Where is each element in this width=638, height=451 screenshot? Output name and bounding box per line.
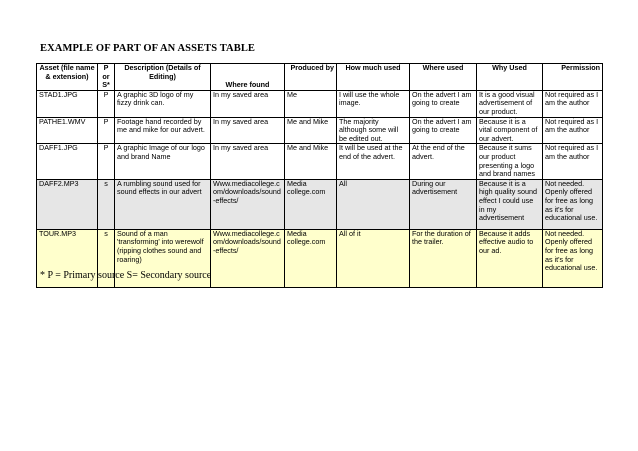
assets-table xyxy=(36,63,603,288)
cell-where-found: Www.mediacollege.com/downloads/sound-effects/ xyxy=(211,179,285,229)
header-description: Description (Details of Editing) xyxy=(115,64,211,91)
cell-description: A rumbling sound used for sound effects in our advert xyxy=(115,179,211,229)
cell-asset: STAD1.JPG xyxy=(37,90,98,117)
cell-where-found: In my saved area xyxy=(211,90,285,117)
table-row xyxy=(37,179,603,229)
cell-asset: DAFF2.MP3 xyxy=(37,179,98,229)
cell-description: A graphic 3D logo of my fizzy drink can. xyxy=(115,90,211,117)
cell-where-found: In my saved area xyxy=(211,117,285,144)
cell-permission: Not needed. Openly offered for free as long as it's for educational use. xyxy=(543,179,603,229)
cell-why-used: Because it adds effective audio to our ad. xyxy=(477,229,543,287)
cell-where-used: On the advert I am going to create xyxy=(410,117,477,144)
table-row xyxy=(37,90,603,117)
cell-how-much-used: The majority although some will be edited out. xyxy=(337,117,410,144)
cell-where-used: At the end of the advert. xyxy=(410,144,477,179)
cell-produced-by: Me and Mike xyxy=(285,117,337,144)
document-title: EXAMPLE OF PART OF AN ASSETS TABLE xyxy=(40,43,256,54)
cell-ps: P xyxy=(98,117,115,144)
table-header-row xyxy=(37,64,603,91)
cell-where-used: During our advertisement xyxy=(410,179,477,229)
cell-produced-by: Media college.com xyxy=(285,229,337,287)
cell-produced-by: Me and Mike xyxy=(285,144,337,179)
cell-where-found: Www.mediacollege.com/downloads/sound-effects/ xyxy=(211,229,285,287)
cell-asset: DAFF1.JPG xyxy=(37,144,98,179)
header-permission: Permission xyxy=(543,64,603,91)
cell-where-found: In my saved area xyxy=(211,144,285,179)
cell-asset: PATHE1.WMV xyxy=(37,117,98,144)
header-how-much-used: How much used xyxy=(337,64,410,91)
cell-produced-by: Media college.com xyxy=(285,179,337,229)
cell-why-used: Because it is a vital component of our advert. xyxy=(477,117,543,144)
cell-ps: P xyxy=(98,144,115,179)
cell-asset: TOUR.MP3 xyxy=(37,229,98,287)
cell-description: A graphic Image of our logo and brand Name xyxy=(115,144,211,179)
cell-permission: Not needed. Openly offered for free as long as it's for educational use. xyxy=(543,229,603,287)
cell-how-much-used: It will be used at the end of the advert. xyxy=(337,144,410,179)
header-ps: P or S* xyxy=(98,64,115,91)
cell-how-much-used: All xyxy=(337,179,410,229)
cell-why-used: Because it sums our product presenting a logo and brand names xyxy=(477,144,543,179)
header-produced-by: Produced by xyxy=(285,64,337,91)
cell-produced-by: Me xyxy=(285,90,337,117)
cell-ps: s xyxy=(98,229,115,287)
header-where-used: Where used xyxy=(410,64,477,91)
cell-description: Footage hand recorded by me and mike for our advert. xyxy=(115,117,211,144)
cell-ps: s xyxy=(98,179,115,229)
header-asset: Asset (file name & extension) xyxy=(37,64,98,91)
cell-ps: P xyxy=(98,90,115,117)
table-row xyxy=(37,144,603,179)
cell-how-much-used: I will use the whole image. xyxy=(337,90,410,117)
cell-how-much-used: All of it xyxy=(337,229,410,287)
cell-where-used: For the duration of the trailer. xyxy=(410,229,477,287)
header-where-found: Where found xyxy=(211,64,285,91)
cell-permission: Not required as I am the author xyxy=(543,144,603,179)
cell-why-used: It is a good visual advertisement of our product. xyxy=(477,90,543,117)
cell-where-used: On the advert I am going to create xyxy=(410,90,477,117)
header-why-used: Why Used xyxy=(477,64,543,91)
cell-permission: Not required as I am the author xyxy=(543,90,603,117)
table-row xyxy=(37,117,603,144)
cell-why-used: Because it is a high quality sound effect I could use in my advertisement xyxy=(477,179,543,229)
cell-permission: Not required as I am the author xyxy=(543,117,603,144)
footnote: * P = Primary source S= Secondary source xyxy=(40,270,212,281)
cell-description: Sound of a man 'transforming' into werewolf (ripping clothes sound and roaring) xyxy=(115,229,211,287)
